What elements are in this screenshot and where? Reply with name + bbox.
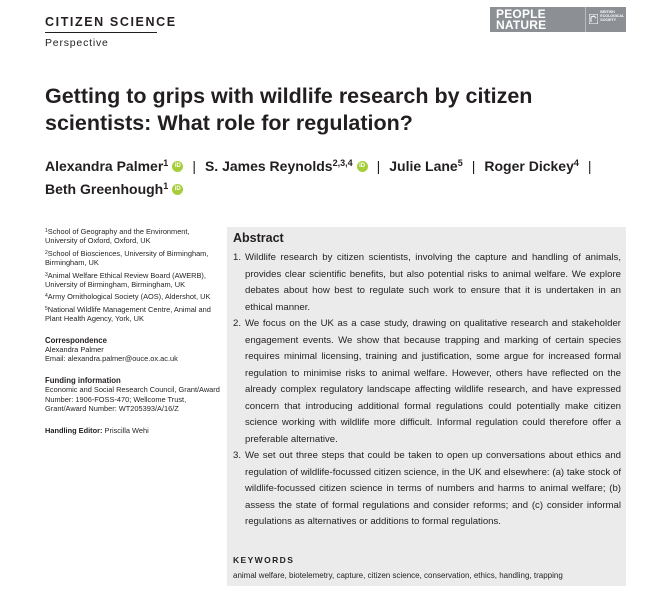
affiliation-ref[interactable]: 4 xyxy=(573,158,579,168)
society-line: ECOLOGICAL xyxy=(600,14,625,19)
funding-text: Economic and Social Research Council, Grant/Award Number: 1906-FOSS-470; Wellcome Trust, Grant/Award Number: WT205393/A/16/Z xyxy=(45,385,220,414)
author-separator: | xyxy=(192,158,196,174)
author[interactable] xyxy=(389,158,462,174)
article-title: Getting to grips with wildlife research by citizen scientists: What role for regulation? xyxy=(45,84,533,135)
abstract-item-number: 1. xyxy=(233,252,242,263)
society-name xyxy=(600,10,624,23)
affiliation-ref[interactable]: 2,3,4 xyxy=(332,158,353,168)
affiliation-ref[interactable]: 5 xyxy=(457,158,463,168)
abstract-item-number: 2. xyxy=(233,318,242,329)
author[interactable] xyxy=(484,158,579,174)
orcid-icon[interactable]: iD xyxy=(357,161,368,172)
keywords-text: animal welfare, biotelemetry, capture, citizen science, conservation, ethics, handling, trapping xyxy=(233,571,563,580)
orcid-icon[interactable]: iD xyxy=(172,161,183,172)
journal-logo-line1: PEOPLE xyxy=(496,7,546,21)
affiliation-number: 3 xyxy=(45,271,48,278)
abstract-item xyxy=(233,316,621,448)
author[interactable] xyxy=(45,158,183,174)
abstract-item xyxy=(233,448,621,531)
author-separator: | xyxy=(471,158,476,174)
article-type: Perspective xyxy=(45,37,109,49)
abstract-item xyxy=(233,250,621,316)
affiliation-text: School of Geography and the Environment, University of Oxford, Oxford, UK xyxy=(45,227,190,246)
affiliation-number: 2 xyxy=(45,249,48,256)
handling-editor-name: Priscilla Wehi xyxy=(104,425,149,435)
handling-editor-label: Handling Editor: xyxy=(45,425,103,435)
affiliation-ref[interactable]: 1 xyxy=(163,181,169,191)
abstract-item-number: 3. xyxy=(233,450,242,461)
author[interactable] xyxy=(205,158,368,174)
correspondence-email[interactable]: Email: alexandra.palmer@ouce.ox.ac.uk xyxy=(45,354,178,364)
abstract-heading: Abstract xyxy=(233,231,284,245)
section-label: CITIZEN SCIENCE xyxy=(45,15,177,29)
abstract-box xyxy=(227,227,626,586)
author-separator: | xyxy=(376,158,381,174)
abstract-item-text: We focus on the UK as a case study, drawing on qualitative research and stakeholder engagement events. We show that because trapping and marking of certain species requires minimal licensing, training and justification, some argue for increased formal regulation to minimise risks to animal welfare. However, others have reflected on the already complex regulatory landscape affecting wildlife research, and have expressed concern that introducing additional formal regulations could potentially make citizen science working with wildlife more difficult. Informal regulation could therefore offer a preferable alternative. xyxy=(245,318,621,445)
affiliation-number: 4 xyxy=(45,293,48,300)
affiliation-text: National Wildlife Management Centre, Animal and Plant Health Agency, York, UK xyxy=(45,304,211,324)
affiliation-text: School of Biosciences, University of Birmingham, Birmingham, UK xyxy=(45,248,209,268)
affiliation-ref[interactable]: 1 xyxy=(163,158,169,168)
correspondence-heading: Correspondence xyxy=(45,335,107,345)
correspondence-name: Alexandra Palmer xyxy=(45,345,104,355)
journal-logo xyxy=(490,7,626,32)
society-logo xyxy=(585,7,626,32)
abstract-list xyxy=(233,250,621,531)
affiliation xyxy=(45,249,220,268)
author-name[interactable]: Roger Dickey xyxy=(484,158,574,174)
society-line: BRITISH xyxy=(600,10,615,14)
affiliation-number: 1 xyxy=(45,228,48,234)
author-name[interactable]: Alexandra Palmer xyxy=(45,158,164,174)
affiliation xyxy=(45,292,220,301)
society-emblem-icon xyxy=(589,14,598,24)
author[interactable] xyxy=(45,181,183,197)
author-name[interactable]: S. James Reynolds xyxy=(204,158,333,174)
affiliation-text: Animal Welfare Ethical Review Board (AWERB), University of Birmingham, Birmingham, UK xyxy=(45,270,206,290)
abstract-item-text: Wildlife research by citizen scientists, involving the capture and handling of animals, provides clear scientific benefits, but also potential risks to animal welfare. We explore debates about how best to regulate such work to ensure that it is undertaken in an ethical manner. xyxy=(245,252,621,313)
affiliation xyxy=(45,227,220,246)
handling-editor xyxy=(45,426,220,435)
author-name[interactable]: Julie Lane xyxy=(389,158,458,174)
keywords-heading: KEYWORDS xyxy=(233,555,295,565)
affiliation xyxy=(45,271,220,290)
funding-heading: Funding information xyxy=(45,375,121,385)
author-list xyxy=(45,155,625,201)
society-line: SOCIETY xyxy=(600,18,617,23)
author-name[interactable]: Beth Greenhough xyxy=(45,181,164,197)
affiliation-number: 5 xyxy=(45,305,48,312)
orcid-icon[interactable]: iD xyxy=(172,184,183,195)
section-rule xyxy=(45,32,157,33)
journal-logo-line2: NATURE xyxy=(496,18,547,32)
article-sidebar xyxy=(45,227,220,435)
abstract-item-text: We set out three steps that could be taken to open up conversations about ethics and regulation of wildlife-focussed citizen science, in the UK and elsewhere: (a) take stock of wildlife-focussed citizen science in terms of numbers and harms to animal welfare; (b) assess the state of formal regulations and consider reforms; and (c) consider informal regulations as alternatives or additions to formal regulations. xyxy=(245,450,621,527)
affiliation xyxy=(45,305,220,324)
author-separator: | xyxy=(587,158,592,174)
affiliation-text: Army Ornithological Society (AOS), Aldershot, UK xyxy=(47,292,211,302)
